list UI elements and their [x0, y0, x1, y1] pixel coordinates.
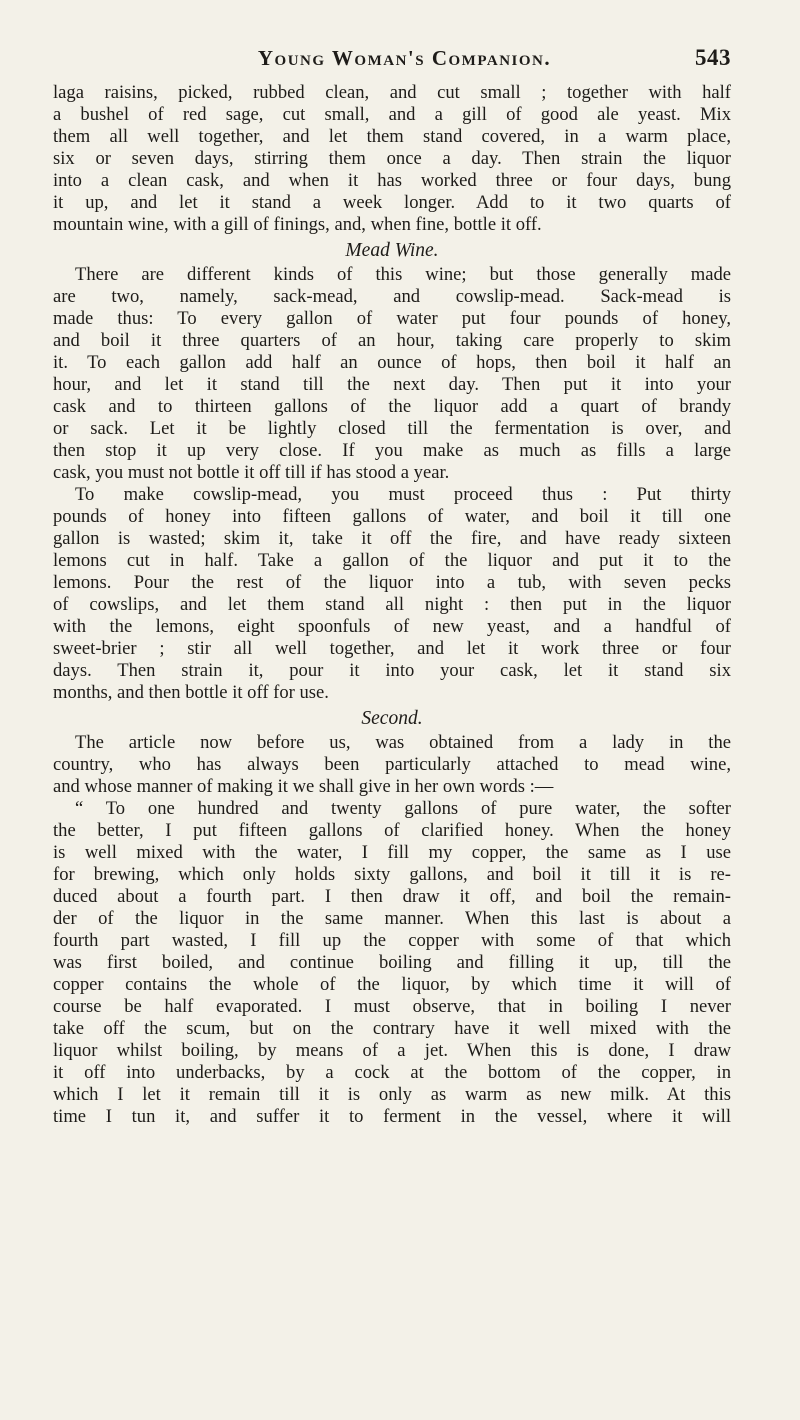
- text-line: gallon is wasted; skim it, take it off the fire, and have ready sixteen: [53, 528, 731, 549]
- text-line: der of the liquor in the same manner. When this last is about a: [53, 908, 731, 929]
- text-line: with the lemons, eight spoonfuls of new yeast, and a handful of: [53, 616, 731, 637]
- text-line: then stop it up very close. If you make as much as fills a large: [53, 440, 731, 461]
- text-line: laga raisins, picked, rubbed clean, and cut small ; together with half: [53, 82, 731, 103]
- text-line: or sack. Let it be lightly closed till the fermentation is over, and: [53, 418, 731, 439]
- text-line: sweet-brier ; stir all well together, and let it work three or four: [53, 638, 731, 659]
- text-line: is well mixed with the water, I fill my copper, the same as I use: [53, 842, 731, 863]
- text-line: which I let it remain till it is only as warm as new milk. At this: [53, 1084, 731, 1105]
- text-line: six or seven days, stirring them once a day. Then strain the liquor: [53, 148, 731, 169]
- text-line: “ To one hundred and twenty gallons of pure water, the softer: [75, 798, 731, 819]
- text-line: was first boiled, and continue boiling and filling it up, till the: [53, 952, 731, 973]
- paragraph-article-intro: [53, 732, 731, 798]
- text-line: time I tun it, and suffer it to ferment in the vessel, where it will: [53, 1106, 731, 1127]
- text-line: are two, namely, sack-mead, and cowslip-mead. Sack-mead is: [53, 286, 731, 307]
- text-line: There are different kinds of this wine; but those generally made: [75, 264, 731, 285]
- text-line: course be half evaporated. I must observe, that in boiling I never: [53, 996, 731, 1017]
- text-line: fourth part wasted, I fill up the copper with some of that which: [53, 930, 731, 951]
- text-line: them all well together, and let them stand covered, in a warm place,: [53, 126, 731, 147]
- text-line: hour, and let it stand till the next day. Then put it into your: [53, 374, 731, 395]
- text-line: for brewing, which only holds sixty gallons, and boil it till it is re-: [53, 864, 731, 885]
- text-line: pounds of honey into fifteen gallons of water, and boil it till one: [53, 506, 731, 527]
- text-line: and whose manner of making it we shall give in her own words :—: [53, 776, 554, 797]
- running-title: Young Woman's Companion.: [257, 46, 552, 70]
- text-line: days. Then strain it, pour it into your cask, let it stand six: [53, 660, 731, 681]
- text-line: liquor whilst boiling, by means of a jet. When this is done, I draw: [53, 1040, 731, 1061]
- body-text: [53, 82, 731, 1128]
- section-heading-second: Second.: [361, 708, 423, 729]
- page-number: 543: [695, 45, 731, 70]
- text-line: months, and then bottle it off for use.: [53, 682, 329, 703]
- text-line: take off the scum, but on the contrary have it well mixed with the: [53, 1018, 731, 1039]
- section-heading-mead-wine: Mead Wine.: [345, 240, 439, 261]
- text-line: made thus: To every gallon of water put four pounds of honey,: [53, 308, 731, 329]
- paragraph-continuation: [53, 82, 731, 236]
- running-head: [78, 44, 731, 76]
- paragraph-cowslip-mead: [53, 484, 731, 704]
- text-line: and boil it three quarters of an hour, taking care properly to skim: [53, 330, 731, 351]
- text-line: duced about a fourth part. I then draw it off, and boil the remain-: [53, 886, 731, 907]
- text-line: The article now before us, was obtained from a lady in the: [75, 732, 731, 753]
- text-line: cask and to thirteen gallons of the liquor add a quart of brandy: [53, 396, 731, 417]
- text-line: it off into underbacks, by a cock at the bottom of the copper, in: [53, 1062, 731, 1083]
- text-line: cask, you must not bottle it off till if has stood a year.: [53, 462, 450, 483]
- text-line: it up, and let it stand a week longer. Add to it two quarts of: [53, 192, 731, 213]
- text-line: To make cowslip-mead, you must proceed thus : Put thirty: [75, 484, 731, 505]
- text-line: mountain wine, with a gill of finings, and, when fine, bottle it off.: [53, 214, 542, 235]
- text-line: lemons. Pour the rest of the liquor into a tub, with seven pecks: [53, 572, 731, 593]
- text-line: a bushel of red sage, cut small, and a gill of good ale yeast. Mix: [53, 104, 731, 125]
- text-line: of cowslips, and let them stand all night : then put in the liquor: [53, 594, 731, 615]
- paragraph-quoted-recipe: [53, 798, 731, 1128]
- text-line: copper contains the whole of the liquor, by which time it will of: [53, 974, 731, 995]
- text-line: lemons cut in half. Take a gallon of the liquor and put it to the: [53, 550, 731, 571]
- text-line: into a clean cask, and when it has worked three or four days, bung: [53, 170, 731, 191]
- paragraph-mead-kinds: [53, 264, 731, 484]
- text-line: the better, I put fifteen gallons of clarified honey. When the honey: [53, 820, 731, 841]
- text-line: country, who has always been particularly attached to mead wine,: [53, 754, 731, 775]
- text-line: it. To each gallon add half an ounce of hops, then boil it half an: [53, 352, 731, 373]
